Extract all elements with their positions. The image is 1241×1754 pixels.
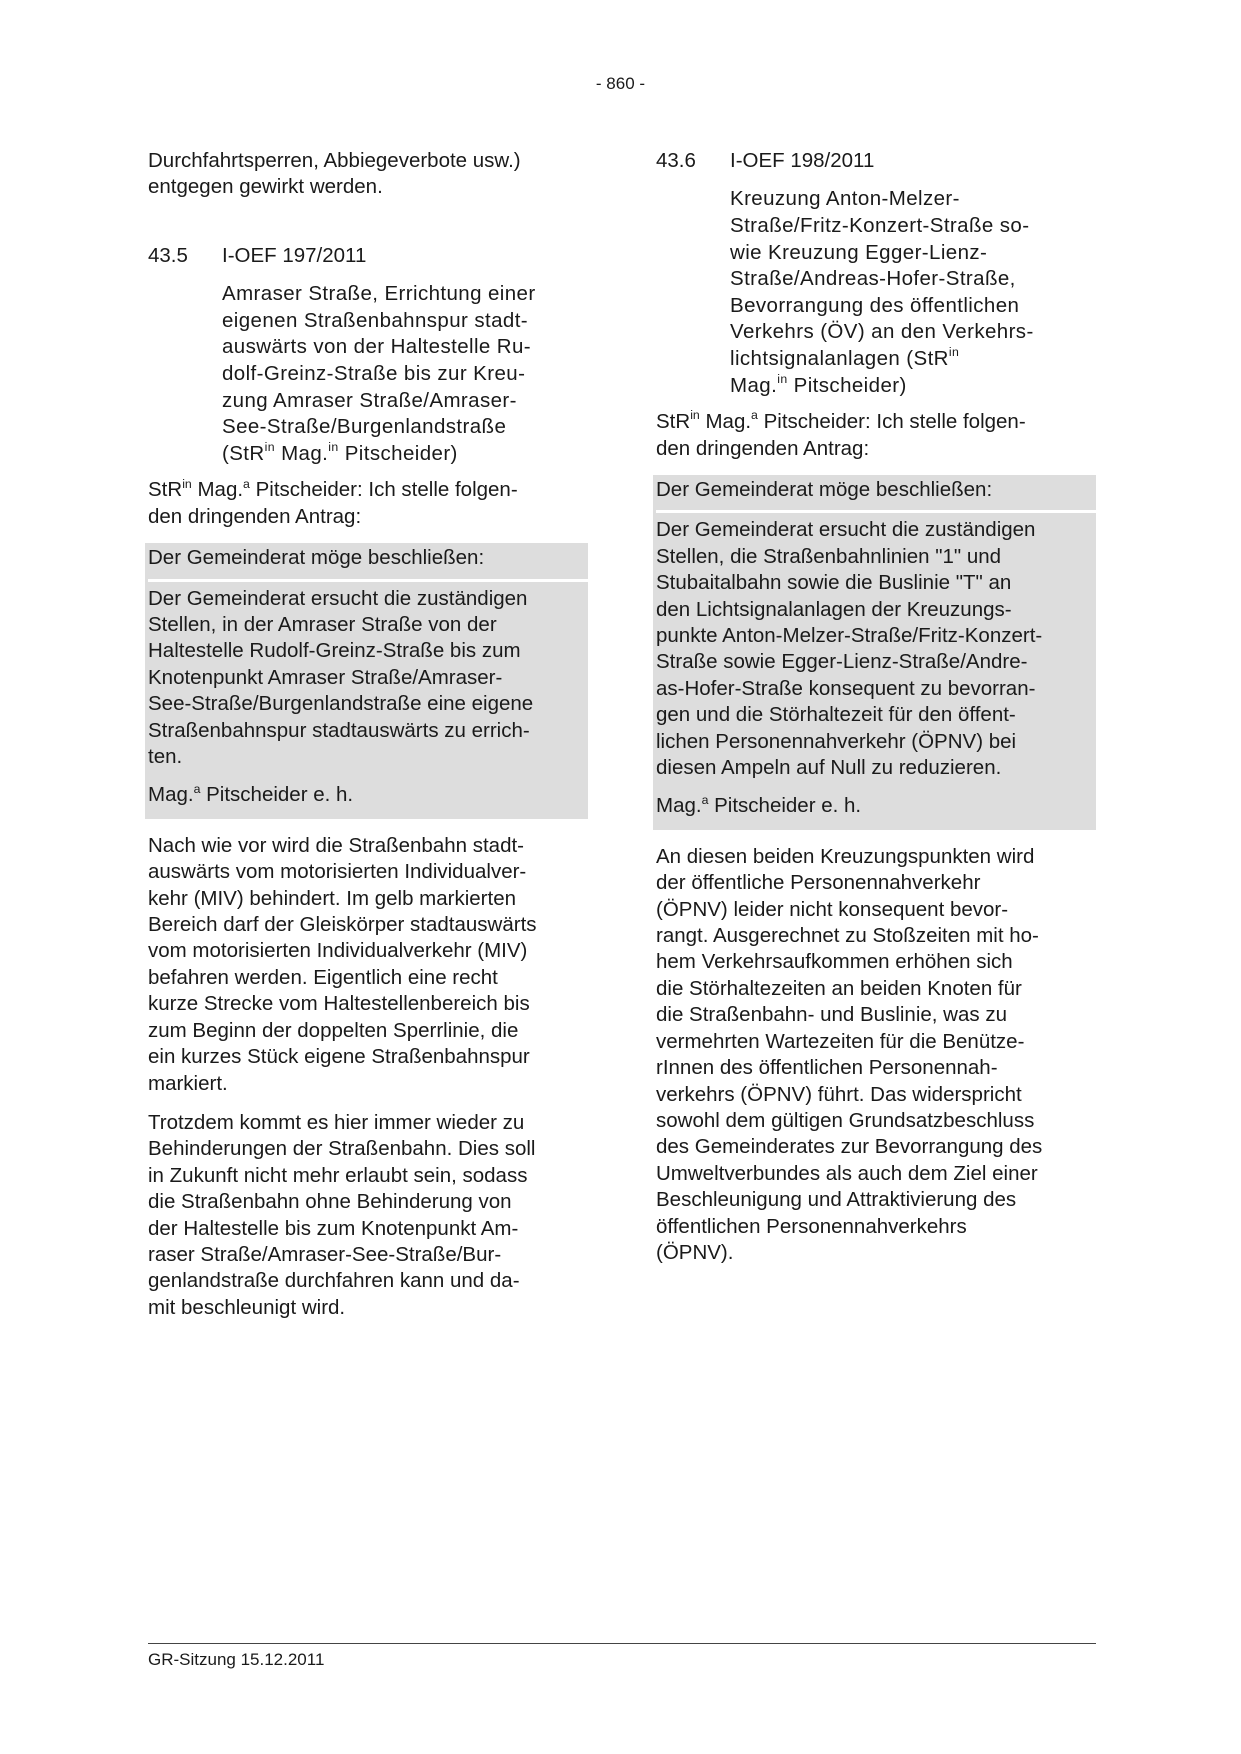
justification-paragraph: Trotzdem kommt es hier immer wieder zu Behinderungen der Straßenbahn. Dies soll in Zukunft nicht mehr erlaubt sein, sodass die Straßenbahn ohne Behinderung von der Haltestelle bis zum Knotenpunkt Am- raser Straße/Amraser-See-Straße/Bur- genlandstraße durchfahren kann und da- mit beschleunigt wird.	[148, 1110, 536, 1319]
item-title: Kreuzung Anton-Melzer- Straße/Fritz-Konzert-Straße so- wie Kreuzung Egger-Lienz- Straße/Andreas-Hofer-Straße, Bevorrangung des öffentlichen Verkehrs (ÖV) an den Verkehrs- lichtsignalanlagen (StR$^{in}$ Mag.$^{in}$ Pitscheider)	[730, 187, 1034, 397]
motion-text: Der Gemeinderat ersucht die zuständigen Stellen, die Straßenbahnlinien "1" und Stubaitalbahn sowie die Buslinie "T" an den Lichtsignalanlagen der Kreuzungs- punkte Anton-Melzer-Straße/Fritz-Konzert- Straße sowie Egger-Lienz-Straße/Andre- as-Hofer-Straße konsequent zu bevorran- gen und die Störhaltezeit für den öffent- lichen Personennahverkehr (ÖPNV) bei diesen Ampeln auf Null zu reduzieren.	[656, 518, 1043, 780]
item-number: 43.5	[148, 243, 188, 267]
page-number: - 860 -	[595, 74, 646, 93]
left-column	[148, 148, 588, 1334]
motion-signature: Mag.$^a$ Pitscheider e. h.	[656, 792, 862, 818]
item-title: Amraser Straße, Errichtung einer eigenen Straßenbahnspur stadt- auswärts von der Haltestelle Ru- dolf-Greinz-Straße bis zur Kreu- zung Amraser Straße/Amraser- See-Straße/Burgenlandstraße (StR$^{in}$ Mag.$^{in}$ Pitscheider)	[222, 282, 536, 465]
item-code: I-OEF 197/2011	[222, 243, 367, 267]
motion-intro: StR$^{in}$ Mag.$^a$ Pitscheider: Ich stelle folgen- den dringenden Antrag:	[148, 476, 518, 528]
agenda-item-heading	[148, 243, 588, 269]
motion-header: Der Gemeinderat möge beschließen:	[148, 543, 588, 581]
agenda-item-heading	[656, 148, 1096, 174]
motion-text: Der Gemeinderat ersucht die zuständigen Stellen, in der Amraser Straße von der Haltestelle Rudolf-Greinz-Straße bis zum Knotenpunkt Amraser Straße/Amraser- See-Straße/Burgenlandstraße eine eigene Straßenbahnspur stadtauswärts zu errich- ten.	[148, 586, 534, 769]
footer-text: GR-Sitzung 15.12.2011	[148, 1650, 325, 1669]
justification-paragraph: Nach wie vor wird die Straßenbahn stadt- auswärts vom motorisierten Individualver- kehr (MIV) behindert. Im gelb markierten Bereich darf der Gleiskörper stadtauswärts vom motorisierten Individualverkehr (MIV) befahren werden. Eigentlich eine recht kurze Strecke vom Haltestellenbereich bis zum Beginn der doppelten Sperrlinie, die ein kurzes Stück eigene Straßenbahnspur markiert.	[148, 833, 537, 1095]
motion-box	[653, 475, 1096, 830]
intro-paragraph: Durchfahrtsperren, Abbiegeverbote usw.) entgegen gewirkt werden.	[148, 149, 521, 199]
right-column	[656, 148, 1096, 1279]
footer-divider	[148, 1643, 1096, 1644]
justification-paragraph: An diesen beiden Kreuzungspunkten wird der öffentliche Personennahverkehr (ÖPNV) leider nicht konsequent bevor- rangt. Ausgerechnet zu Stoßzeiten mit ho- hem Verkehrsaufkommen erhöhen sich die Störhaltezeiten an beiden Knoten für die Straßenbahn- und Buslinie, was zu vermehrten Wartezeiten für die Benütze- rInnen des öffentlichen Personennah- verkehrs (ÖPNV) führt. Das widerspricht sowohl dem gültigen Grundsatzbeschluss des Gemeinderates zur Bevorrangung des Umweltverbundes als auch dem Ziel einer Beschleunigung und Attraktivierung des öffentlichen Personennahverkehrs (ÖPNV).	[656, 844, 1043, 1264]
motion-signature: Mag.$^a$ Pitscheider e. h.	[148, 781, 354, 807]
item-number: 43.6	[656, 149, 696, 172]
motion-header: Der Gemeinderat möge beschließen:	[656, 475, 1096, 513]
motion-intro: StR$^{in}$ Mag.$^a$ Pitscheider: Ich stelle folgen- den dringenden Antrag:	[656, 408, 1026, 460]
item-code: I-OEF 198/2011	[730, 149, 875, 172]
motion-box	[145, 543, 588, 819]
